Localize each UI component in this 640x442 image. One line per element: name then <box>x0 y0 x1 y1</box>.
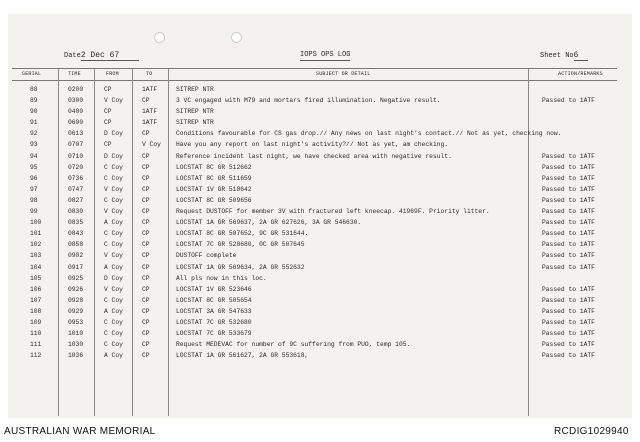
time-cell: 0613 <box>68 130 84 138</box>
action-cell: Passed to 1ATF <box>542 97 595 105</box>
subject-cell: LOCSTAT 8C GR 511659 <box>176 174 252 182</box>
to-cell: 1ATF <box>142 108 158 116</box>
subject-cell: LOCSTAT 8C GR 512662 <box>176 163 252 171</box>
footer-credit: AUSTRALIAN WAR MEMORIAL <box>4 426 156 437</box>
time-cell: 0747 <box>68 185 84 193</box>
to-cell: CP <box>142 97 150 105</box>
action-cell: Passed to 1ATF <box>542 341 595 349</box>
serial-cell: 100 <box>30 219 42 227</box>
to-cell: CP <box>142 219 150 227</box>
subject-cell: Conditions favourable for CS gas drop.// Any news on last night's contact.// Not as yet, checking now. <box>176 130 562 138</box>
date-field <box>64 51 139 61</box>
subject-cell: LOCSTAT 1A GR 569637, 2A GR 627626, 3A GR 546630. <box>176 219 362 227</box>
log-title <box>300 51 350 61</box>
time-cell: 0858 <box>68 241 84 249</box>
subject-cell: DUSTOFF complete <box>176 252 237 260</box>
sheet-label: Sheet No <box>540 52 574 60</box>
serial-cell: 106 <box>30 285 42 293</box>
action-cell: Passed to 1ATF <box>542 163 595 171</box>
sheet-value: 6 <box>574 51 588 61</box>
table-row <box>0 339 640 350</box>
subject-cell: LOCSTAT 7C GR 528680, 0C GR 507645 <box>176 241 305 249</box>
table-row <box>0 306 640 317</box>
subject-cell: Reference incident last night, we have checked area with negative result. <box>176 152 452 160</box>
from-cell: A Coy <box>104 352 123 360</box>
subject-cell: LOCSTAT 1V GR 523646 <box>176 285 252 293</box>
to-cell: CP <box>142 252 150 260</box>
from-cell: A Coy <box>104 307 123 315</box>
from-cell: V Coy <box>104 252 123 260</box>
action-cell: Passed to 1ATF <box>542 185 595 193</box>
table-row <box>0 228 640 239</box>
from-cell: CP <box>104 108 112 116</box>
subject-cell: SITREP NTR <box>176 119 214 127</box>
time-cell: 1036 <box>68 352 84 360</box>
serial-cell: 112 <box>30 352 42 360</box>
table-row <box>0 173 640 184</box>
subject-cell: LOCSTAT 8C GR 509656 <box>176 196 252 204</box>
subject-cell: LOCSTAT 7C GR 532680 <box>176 318 252 326</box>
date-label: Date <box>64 52 81 60</box>
log-entries <box>0 84 640 361</box>
table-row <box>0 250 640 261</box>
from-cell: C Coy <box>104 196 123 204</box>
time-cell: 0300 <box>68 97 84 105</box>
subject-cell: LOCSTAT 3A GR 547633 <box>176 307 252 315</box>
from-cell: CP <box>104 141 112 149</box>
time-cell: 0827 <box>68 196 84 204</box>
subject-cell: SITREP NTR <box>176 108 214 116</box>
table-row <box>0 84 640 95</box>
serial-cell: 97 <box>30 185 38 193</box>
serial-cell: 99 <box>30 208 38 216</box>
subject-cell: All pls now in this loc. <box>176 274 267 282</box>
table-row <box>0 262 640 273</box>
time-cell: 0917 <box>68 263 84 271</box>
from-cell: C Coy <box>104 241 123 249</box>
from-cell: V Coy <box>104 185 123 193</box>
time-cell: 0707 <box>68 141 84 149</box>
action-cell: Passed to 1ATF <box>542 152 595 160</box>
action-cell: Passed to 1ATF <box>542 263 595 271</box>
serial-cell: 108 <box>30 307 42 315</box>
to-cell: CP <box>142 241 150 249</box>
from-cell: C Coy <box>104 163 123 171</box>
subject-cell: LOCSTAT 1A GR 569634, 2A GR 552632 <box>176 263 305 271</box>
action-cell: Passed to 1ATF <box>542 318 595 326</box>
time-cell: 1010 <box>68 330 84 338</box>
table-row <box>0 162 640 173</box>
serial-cell: 96 <box>30 174 38 182</box>
action-cell: Passed to 1ATF <box>542 219 595 227</box>
punch-hole-right <box>231 32 242 43</box>
table-row <box>0 328 640 339</box>
from-cell: CP <box>104 86 112 93</box>
table-row <box>0 239 640 250</box>
serial-cell: 107 <box>30 296 42 304</box>
to-cell: CP <box>142 296 150 304</box>
table-row <box>0 273 640 284</box>
table-row <box>0 128 640 139</box>
action-cell: Passed to 1ATF <box>542 285 595 293</box>
column-header-from: FROM <box>106 71 119 77</box>
serial-cell: 94 <box>30 152 38 160</box>
action-cell: Passed to 1ATF <box>542 330 595 338</box>
from-cell: C Coy <box>104 330 123 338</box>
header-bottom-rule <box>12 80 617 81</box>
column-header-to: TO <box>146 71 153 77</box>
time-cell: 0200 <box>68 86 84 93</box>
to-cell: CP <box>142 274 150 282</box>
time-cell: 0600 <box>68 119 84 127</box>
serial-cell: 98 <box>30 196 38 204</box>
table-row <box>0 117 640 128</box>
from-cell: A Coy <box>104 219 123 227</box>
serial-cell: 104 <box>30 263 42 271</box>
table-row <box>0 139 640 150</box>
table-row <box>0 106 640 117</box>
time-cell: 0710 <box>68 152 84 160</box>
to-cell: CP <box>142 330 150 338</box>
time-cell: 0902 <box>68 252 84 260</box>
serial-cell: 89 <box>30 97 38 105</box>
time-cell: 0925 <box>68 274 84 282</box>
table-row <box>0 295 640 306</box>
serial-cell: 92 <box>30 130 38 138</box>
time-cell: 1030 <box>68 341 84 349</box>
to-cell: CP <box>142 130 150 138</box>
to-cell: CP <box>142 163 150 171</box>
serial-cell: 88 <box>30 86 38 93</box>
to-cell: CP <box>142 307 150 315</box>
to-cell: CP <box>142 196 150 204</box>
time-cell: 0928 <box>68 296 84 304</box>
to-cell: CP <box>142 318 150 326</box>
from-cell: D Coy <box>104 130 123 138</box>
serial-cell: 95 <box>30 163 38 171</box>
serial-cell: 110 <box>30 330 42 338</box>
from-cell: D Coy <box>104 152 123 160</box>
table-row <box>0 184 640 195</box>
table-row <box>0 151 640 162</box>
table-row <box>0 317 640 328</box>
to-cell: CP <box>142 152 150 160</box>
log-title-text: IOPS OPS LOG <box>300 51 351 59</box>
subject-cell: 3 VC engaged with M79 and mortars fired illumination. Negative result. <box>176 97 441 105</box>
serial-cell: 111 <box>30 341 42 349</box>
column-header-action: ACTION/REMARKS <box>558 71 603 77</box>
action-cell: Passed to 1ATF <box>542 252 595 260</box>
from-cell: C Coy <box>104 318 123 326</box>
table-row <box>0 95 640 106</box>
serial-cell: 91 <box>30 119 38 127</box>
from-cell: C Coy <box>104 230 123 238</box>
to-cell: V Coy <box>142 141 161 149</box>
from-cell: CP <box>104 119 112 127</box>
subject-cell: LOCSTAT 1A GR 561627, 2A GR 553618, <box>176 352 309 360</box>
to-cell: 1ATF <box>142 86 158 93</box>
action-cell: Passed to 1ATF <box>542 307 595 315</box>
subject-cell: LOCSTAT 7C GR 533679 <box>176 330 252 338</box>
time-cell: 0926 <box>68 285 84 293</box>
action-cell: Passed to 1ATF <box>542 208 595 216</box>
to-cell: CP <box>142 341 150 349</box>
subject-cell: Request DUSTOFF for member 3V with fractured left kneecap. 41969F. Priority litter. <box>176 208 490 216</box>
time-cell: 0736 <box>68 174 84 182</box>
footer-reference: RCDIG1029940 <box>554 426 629 437</box>
serial-cell: 105 <box>30 274 42 282</box>
subject-cell: Have you any report on last night's activity?// Not as yet, am checking. <box>176 141 449 149</box>
from-cell: C Coy <box>104 341 123 349</box>
time-cell: 0929 <box>68 307 84 315</box>
time-cell: 0720 <box>68 163 84 171</box>
to-cell: CP <box>142 285 150 293</box>
subject-cell: SITREP NTR <box>176 86 214 93</box>
table-row <box>0 195 640 206</box>
punch-hole-left <box>154 32 165 43</box>
subject-cell: LOCSTAT 8C GR 505654 <box>176 296 252 304</box>
serial-cell: 102 <box>30 241 42 249</box>
action-cell: Passed to 1ATF <box>542 230 595 238</box>
time-cell: 0835 <box>68 219 84 227</box>
serial-cell: 90 <box>30 108 38 116</box>
from-cell: V Coy <box>104 97 123 105</box>
column-header-time: TIME <box>68 71 81 77</box>
action-cell: Passed to 1ATF <box>542 196 595 204</box>
subject-cell: Request MEDEVAC for number of 9C suffering from PUO, temp 105. <box>176 341 411 349</box>
to-cell: CP <box>142 230 150 238</box>
serial-cell: 109 <box>30 318 42 326</box>
table-top-rule <box>12 68 617 69</box>
date-value: 2 Dec 67 <box>81 51 139 61</box>
subject-cell: LOCSTAT 8C GR 507652, 9C GR 531644. <box>176 230 309 238</box>
from-cell: C Coy <box>104 296 123 304</box>
to-cell: CP <box>142 208 150 216</box>
from-cell: V Coy <box>104 208 123 216</box>
table-row <box>0 350 640 361</box>
table-row <box>0 206 640 217</box>
time-cell: 0843 <box>68 230 84 238</box>
to-cell: CP <box>142 263 150 271</box>
time-cell: 0830 <box>68 208 84 216</box>
table-row <box>0 284 640 295</box>
from-cell: V Coy <box>104 285 123 293</box>
to-cell: 1ATF <box>142 119 158 127</box>
table-row <box>0 217 640 228</box>
to-cell: CP <box>142 352 150 360</box>
serial-cell: 103 <box>30 252 42 260</box>
from-cell: C Coy <box>104 174 123 182</box>
action-cell: Passed to 1ATF <box>542 296 595 304</box>
action-cell: Passed to 1ATF <box>542 174 595 182</box>
column-header-serial: SERIAL <box>22 71 42 77</box>
serial-cell: 101 <box>30 230 42 238</box>
from-cell: A Coy <box>104 263 123 271</box>
action-cell: Passed to 1ATF <box>542 352 595 360</box>
column-header-subject: SUBJECT OR DETAIL <box>316 71 371 77</box>
time-cell: 0953 <box>68 318 84 326</box>
time-cell: 0400 <box>68 108 84 116</box>
action-cell: Passed to 1ATF <box>542 241 595 249</box>
serial-cell: 93 <box>30 141 38 149</box>
sheet-field <box>540 51 588 61</box>
from-cell: D Coy <box>104 274 123 282</box>
to-cell: CP <box>142 174 150 182</box>
to-cell: CP <box>142 185 150 193</box>
subject-cell: LOCSTAT 1V GR 518642 <box>176 185 252 193</box>
